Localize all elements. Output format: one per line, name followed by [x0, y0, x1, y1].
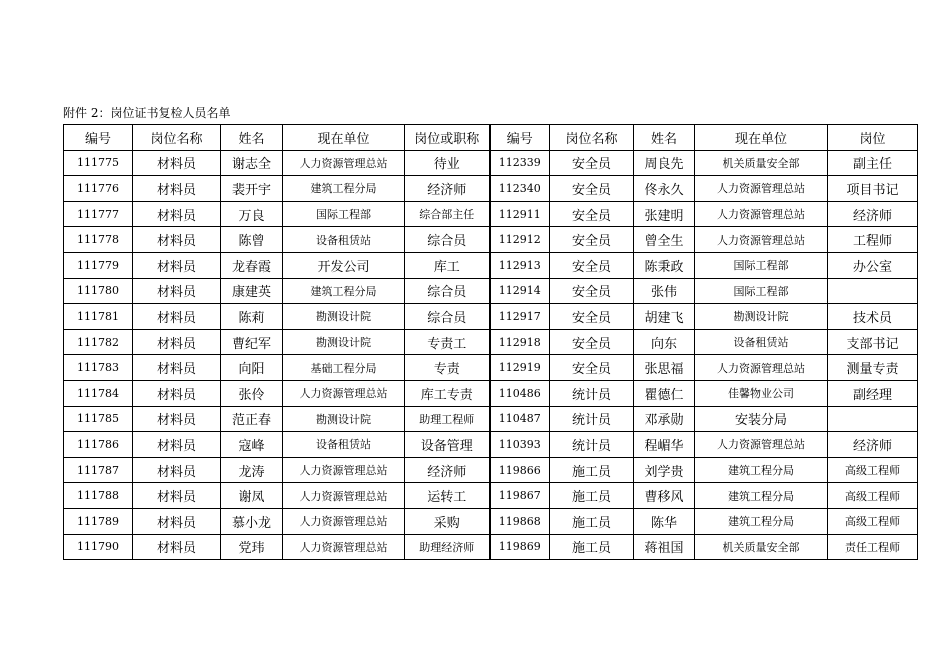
cell-position-name: 材料员	[133, 227, 221, 253]
cell-position-name: 安全员	[550, 227, 634, 253]
cell-name: 曹移风	[634, 483, 695, 509]
cell-name: 张建明	[634, 201, 695, 227]
cell-name: 陈华	[634, 508, 695, 534]
cell-current-unit: 人力资源管理总站	[283, 380, 405, 406]
cell-id: 111775	[64, 150, 133, 176]
cell-position-name: 统计员	[550, 406, 634, 432]
header-id-left: 编号	[64, 125, 133, 151]
cell-post: 办公室	[828, 252, 918, 278]
cell-name: 裴开宇	[221, 176, 283, 202]
cell-id: 112339	[490, 150, 550, 176]
cell-position-name: 材料员	[133, 278, 221, 304]
cell-name: 党玮	[221, 534, 283, 560]
table-row	[64, 483, 918, 509]
cell-current-unit: 人力资源管理总站	[283, 508, 405, 534]
cell-name: 张思福	[634, 355, 695, 381]
cell-current-unit: 国际工程部	[695, 252, 828, 278]
cell-name: 曹纪军	[221, 329, 283, 355]
table-row	[64, 406, 918, 432]
cell-id: 119869	[490, 534, 550, 560]
table-row	[64, 432, 918, 458]
cell-position-name: 安全员	[550, 150, 634, 176]
cell-id: 112919	[490, 355, 550, 381]
cell-current-unit: 人力资源管理总站	[695, 176, 828, 202]
cell-current-unit: 勘测设计院	[695, 304, 828, 330]
cell-current-unit: 勘测设计院	[283, 304, 405, 330]
cell-id: 110393	[490, 432, 550, 458]
cell-current-unit: 勘测设计院	[283, 406, 405, 432]
cell-current-unit: 勘测设计院	[283, 329, 405, 355]
cell-id: 119868	[490, 508, 550, 534]
cell-post-or-title: 运转工	[405, 483, 490, 509]
cell-id: 111780	[64, 278, 133, 304]
table-row	[64, 355, 918, 381]
table-row	[64, 252, 918, 278]
cell-position-name: 施工员	[550, 534, 634, 560]
cell-name: 慕小龙	[221, 508, 283, 534]
cell-name: 向阳	[221, 355, 283, 381]
cell-post: 副主任	[828, 150, 918, 176]
cell-post-or-title: 专责工	[405, 329, 490, 355]
cell-id: 111783	[64, 355, 133, 381]
cell-name: 周良先	[634, 150, 695, 176]
cell-post: 工程师	[828, 227, 918, 253]
header-name-left: 姓名	[221, 125, 283, 151]
cell-position-name: 安全员	[550, 252, 634, 278]
cell-name: 龙春霞	[221, 252, 283, 278]
cell-name: 刘学贵	[634, 457, 695, 483]
cell-name: 佟永久	[634, 176, 695, 202]
cell-id: 119866	[490, 457, 550, 483]
cell-position-name: 材料员	[133, 508, 221, 534]
cell-current-unit: 机关质量安全部	[695, 534, 828, 560]
cell-id: 111777	[64, 201, 133, 227]
cell-post-or-title: 采购	[405, 508, 490, 534]
cell-position-name: 施工员	[550, 483, 634, 509]
cell-position-name: 材料员	[133, 150, 221, 176]
cell-position-name: 材料员	[133, 432, 221, 458]
cell-id: 111776	[64, 176, 133, 202]
table-row	[64, 227, 918, 253]
cell-position-name: 统计员	[550, 380, 634, 406]
cell-id: 112918	[490, 329, 550, 355]
cell-name: 蒋祖国	[634, 534, 695, 560]
cell-post-or-title: 助理经济师	[405, 534, 490, 560]
cell-post-or-title: 专责	[405, 355, 490, 381]
cell-post-or-title: 助理工程师	[405, 406, 490, 432]
cell-post	[828, 406, 918, 432]
table-row	[64, 304, 918, 330]
cell-id: 111789	[64, 508, 133, 534]
cell-position-name: 安全员	[550, 355, 634, 381]
header-position-name-left: 岗位名称	[133, 125, 221, 151]
cell-post-or-title: 库工	[405, 252, 490, 278]
cell-post: 高级工程师	[828, 508, 918, 534]
table-header-row	[64, 125, 918, 151]
cell-current-unit: 人力资源管理总站	[283, 534, 405, 560]
cell-current-unit: 人力资源管理总站	[695, 201, 828, 227]
cell-post-or-title: 综合员	[405, 278, 490, 304]
cell-id: 111781	[64, 304, 133, 330]
cell-current-unit: 建筑工程分局	[283, 176, 405, 202]
cell-post: 测量专责	[828, 355, 918, 381]
cell-position-name: 材料员	[133, 176, 221, 202]
cell-id: 111782	[64, 329, 133, 355]
cell-post: 副经理	[828, 380, 918, 406]
cell-name: 谢志全	[221, 150, 283, 176]
cell-name: 陈莉	[221, 304, 283, 330]
header-name-right: 姓名	[634, 125, 695, 151]
table-row	[64, 150, 918, 176]
header-current-unit-left: 现在单位	[283, 125, 405, 151]
cell-id: 112914	[490, 278, 550, 304]
cell-position-name: 安全员	[550, 304, 634, 330]
cell-id: 110487	[490, 406, 550, 432]
cell-post: 项目书记	[828, 176, 918, 202]
cell-name: 龙涛	[221, 457, 283, 483]
cell-current-unit: 建筑工程分局	[695, 483, 828, 509]
cell-post: 支部书记	[828, 329, 918, 355]
table-row	[64, 508, 918, 534]
cell-id: 110486	[490, 380, 550, 406]
cell-position-name: 材料员	[133, 406, 221, 432]
cell-current-unit: 设备租赁站	[695, 329, 828, 355]
cell-name: 向东	[634, 329, 695, 355]
cell-name: 寇峰	[221, 432, 283, 458]
cell-position-name: 安全员	[550, 329, 634, 355]
cell-post: 技术员	[828, 304, 918, 330]
header-post-or-title-left: 岗位或职称	[405, 125, 490, 151]
cell-current-unit: 人力资源管理总站	[695, 355, 828, 381]
cell-current-unit: 人力资源管理总站	[283, 457, 405, 483]
cell-current-unit: 建筑工程分局	[695, 457, 828, 483]
cell-position-name: 材料员	[133, 380, 221, 406]
cell-id: 112917	[490, 304, 550, 330]
cell-position-name: 材料员	[133, 457, 221, 483]
cell-id: 111778	[64, 227, 133, 253]
cell-current-unit: 开发公司	[283, 252, 405, 278]
cell-current-unit: 基础工程分局	[283, 355, 405, 381]
cell-current-unit: 设备租赁站	[283, 227, 405, 253]
table-row	[64, 534, 918, 560]
cell-current-unit: 国际工程部	[695, 278, 828, 304]
cell-position-name: 材料员	[133, 355, 221, 381]
certificate-recheck-table	[63, 124, 918, 560]
cell-name: 张伟	[634, 278, 695, 304]
cell-name: 陈秉政	[634, 252, 695, 278]
cell-post-or-title: 库工专责	[405, 380, 490, 406]
cell-current-unit: 人力资源管理总站	[283, 483, 405, 509]
cell-current-unit: 人力资源管理总站	[695, 227, 828, 253]
cell-id: 111784	[64, 380, 133, 406]
cell-current-unit: 安装分局	[695, 406, 828, 432]
cell-id: 112340	[490, 176, 550, 202]
cell-name: 程嵋华	[634, 432, 695, 458]
cell-name: 陈曾	[221, 227, 283, 253]
cell-position-name: 材料员	[133, 483, 221, 509]
cell-id: 112912	[490, 227, 550, 253]
cell-name: 曾全生	[634, 227, 695, 253]
cell-post-or-title: 经济师	[405, 176, 490, 202]
cell-current-unit: 佳馨物业公司	[695, 380, 828, 406]
cell-current-unit: 国际工程部	[283, 201, 405, 227]
cell-current-unit: 设备租赁站	[283, 432, 405, 458]
cell-id: 111788	[64, 483, 133, 509]
cell-id: 111785	[64, 406, 133, 432]
cell-id: 119867	[490, 483, 550, 509]
table-row	[64, 201, 918, 227]
cell-name: 胡建飞	[634, 304, 695, 330]
cell-post: 经济师	[828, 432, 918, 458]
cell-position-name: 材料员	[133, 252, 221, 278]
cell-name: 邓承勋	[634, 406, 695, 432]
cell-post: 责任工程师	[828, 534, 918, 560]
cell-position-name: 材料员	[133, 329, 221, 355]
cell-id: 111779	[64, 252, 133, 278]
cell-id: 111787	[64, 457, 133, 483]
cell-name: 张伶	[221, 380, 283, 406]
header-post-right: 岗位	[828, 125, 918, 151]
table-row	[64, 176, 918, 202]
cell-position-name: 材料员	[133, 304, 221, 330]
cell-post-or-title: 综合员	[405, 227, 490, 253]
cell-post-or-title: 待业	[405, 150, 490, 176]
cell-id: 111786	[64, 432, 133, 458]
attachment-caption: 附件 2：岗位证书复检人员名单	[63, 106, 231, 120]
header-position-name-right: 岗位名称	[550, 125, 634, 151]
cell-post: 经济师	[828, 201, 918, 227]
cell-position-name: 材料员	[133, 534, 221, 560]
cell-current-unit: 人力资源管理总站	[283, 150, 405, 176]
cell-position-name: 材料员	[133, 201, 221, 227]
cell-post-or-title: 综合部主任	[405, 201, 490, 227]
cell-position-name: 安全员	[550, 201, 634, 227]
cell-position-name: 安全员	[550, 278, 634, 304]
cell-id: 111790	[64, 534, 133, 560]
cell-name: 瞿德仁	[634, 380, 695, 406]
cell-current-unit: 建筑工程分局	[695, 508, 828, 534]
cell-post: 高级工程师	[828, 483, 918, 509]
cell-post: 高级工程师	[828, 457, 918, 483]
table-row	[64, 380, 918, 406]
cell-name: 万良	[221, 201, 283, 227]
cell-current-unit: 人力资源管理总站	[695, 432, 828, 458]
cell-name: 康建英	[221, 278, 283, 304]
header-id-right: 编号	[490, 125, 550, 151]
table-body	[64, 150, 918, 560]
cell-position-name: 安全员	[550, 176, 634, 202]
cell-post-or-title: 经济师	[405, 457, 490, 483]
table-row	[64, 457, 918, 483]
cell-name: 范正春	[221, 406, 283, 432]
cell-post	[828, 278, 918, 304]
cell-current-unit: 机关质量安全部	[695, 150, 828, 176]
cell-current-unit: 建筑工程分局	[283, 278, 405, 304]
cell-post-or-title: 综合员	[405, 304, 490, 330]
table-row	[64, 278, 918, 304]
cell-name: 谢凤	[221, 483, 283, 509]
cell-position-name: 施工员	[550, 457, 634, 483]
table-row	[64, 329, 918, 355]
header-current-unit-right: 现在单位	[695, 125, 828, 151]
cell-post-or-title: 设备管理	[405, 432, 490, 458]
cell-position-name: 施工员	[550, 508, 634, 534]
cell-id: 112913	[490, 252, 550, 278]
cell-position-name: 统计员	[550, 432, 634, 458]
cell-id: 112911	[490, 201, 550, 227]
